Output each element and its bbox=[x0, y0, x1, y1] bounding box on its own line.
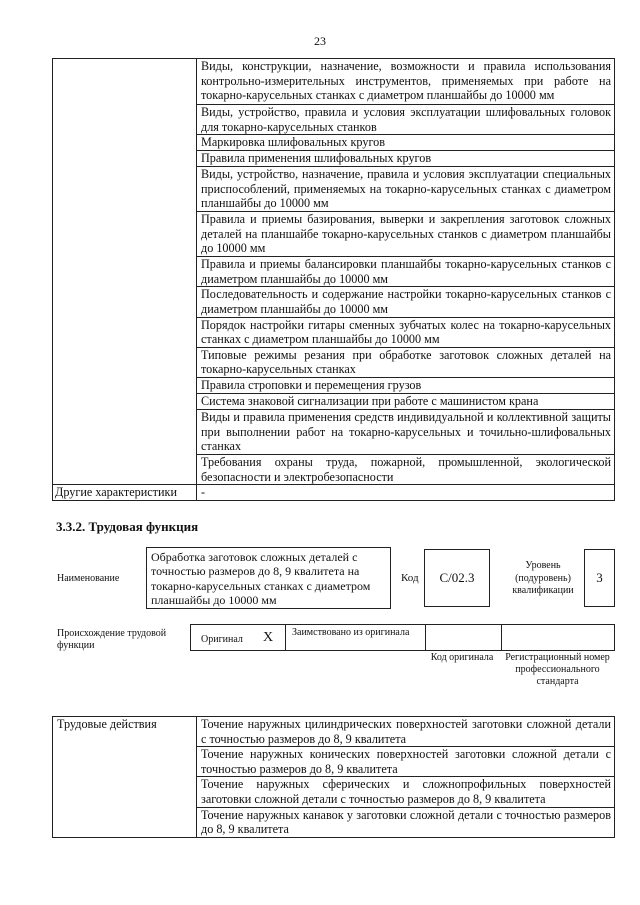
section-title: 3.3.2. Трудовая функция bbox=[56, 519, 199, 534]
original-cell bbox=[191, 625, 286, 650]
action-item: Точение наружных цилиндрических поверхностей заготовки сложной детали с точностью размеров до 8, 9 квалитета bbox=[197, 717, 615, 747]
original-code-caption: Код оригинала bbox=[430, 652, 494, 663]
actions-table bbox=[52, 716, 615, 838]
knowledge-item: Порядок настройки гитары сменных зубчатых колес на токарно-карусельных станках с диаметром планшайбы до 10000 мм bbox=[197, 317, 615, 347]
table-row bbox=[53, 59, 615, 105]
action-item: Точение наружных канавок у заготовки сложной детали с точностью размеров до 8, 9 квалитета bbox=[197, 807, 615, 837]
knowledge-item: Виды, устройство, правила и условия эксплуатации шлифовальных головок для токарно-карусельных станков bbox=[197, 105, 615, 135]
knowledge-item: Последовательность и содержание настройки токарно-карусельных станков с диаметром планшайбы до 10000 мм bbox=[197, 287, 615, 317]
code-label: Код bbox=[401, 572, 419, 584]
origin-label: Происхождение трудовой функции bbox=[57, 628, 167, 651]
actions-label: Трудовые действия bbox=[53, 717, 197, 838]
original-label: Оригинал bbox=[201, 634, 243, 645]
other-characteristics-value: - bbox=[197, 485, 615, 501]
other-characteristics-label: Другие характеристики bbox=[53, 485, 197, 501]
origin-row bbox=[190, 624, 615, 651]
page-number: 23 bbox=[314, 34, 326, 48]
knowledge-item: Правила и приемы базирования, выверки и закрепления заготовок сложных деталей на планшайбе токарно-карусельных станков с диаметром планшайбы до 10000 мм bbox=[197, 212, 615, 257]
knowledge-item: Требования охраны труда, пожарной, промышленной, экологической безопасности и электробезопасности bbox=[197, 454, 615, 484]
qualification-level-box: 3 bbox=[584, 549, 615, 607]
qualification-level-label: Уровень (подуровень) квалификации bbox=[512, 560, 574, 596]
function-code-box: C/02.3 bbox=[424, 549, 490, 607]
knowledge-item: Виды, конструкции, назначение, возможности и правила использования контрольно-измерительных инструментов, применяемых при работе на токарно-карусельных станках с диаметром планшайбы до 10000 мм bbox=[197, 59, 615, 105]
function-name-box: Обработка заготовок сложных деталей с точностью размеров до 8, 9 квалитета на токарно-карусельных станках с диаметром планшайбы до 10000 мм bbox=[146, 547, 391, 609]
action-item: Точение наружных сферических и сложнопрофильных поверхностей заготовки сложной детали с точностью размеров до 8, 9 квалитета bbox=[197, 777, 615, 807]
knowledge-item: Виды и правила применения средств индивидуальной и коллективной защиты при выполнении работ на токарно-карусельных и точильно-шлифовальных станках bbox=[197, 409, 615, 454]
knowledge-item: Виды, устройство, назначение, правила и условия эксплуатации специальных приспособлений, применяемых на токарно-карусельных станках с диаметром планшайбы до 10000 мм bbox=[197, 167, 615, 212]
knowledge-item: Правила применения шлифовальных кругов bbox=[197, 151, 615, 167]
knowledge-label-cell bbox=[53, 59, 197, 485]
table-row bbox=[53, 485, 615, 501]
table-row bbox=[53, 717, 615, 747]
registration-number-caption: Регистрационный номер профессионального стандарта bbox=[505, 652, 610, 687]
knowledge-item: Система знаковой сигнализации при работе с машинистом крана bbox=[197, 393, 615, 409]
knowledge-table bbox=[52, 58, 615, 501]
action-item: Точение наружных конических поверхностей заготовки сложной детали с точностью размеров до 8, 9 квалитета bbox=[197, 747, 615, 777]
original-code-cell bbox=[425, 625, 502, 650]
original-mark: X bbox=[263, 630, 274, 645]
borrowed-cell bbox=[285, 625, 426, 650]
knowledge-item: Правила и приемы балансировки планшайбы токарно-карусельных станков с диаметром планшайбы до 10000 мм bbox=[197, 257, 615, 287]
knowledge-item: Правила строповки и перемещения грузов bbox=[197, 377, 615, 393]
borrowed-label: Заимствовано из оригинала bbox=[292, 627, 410, 638]
knowledge-item: Маркировка шлифовальных кругов bbox=[197, 135, 615, 151]
name-label: Наименование bbox=[57, 573, 120, 584]
knowledge-item: Типовые режимы резания при обработке заготовок сложных деталей на токарно-карусельных станках bbox=[197, 347, 615, 377]
